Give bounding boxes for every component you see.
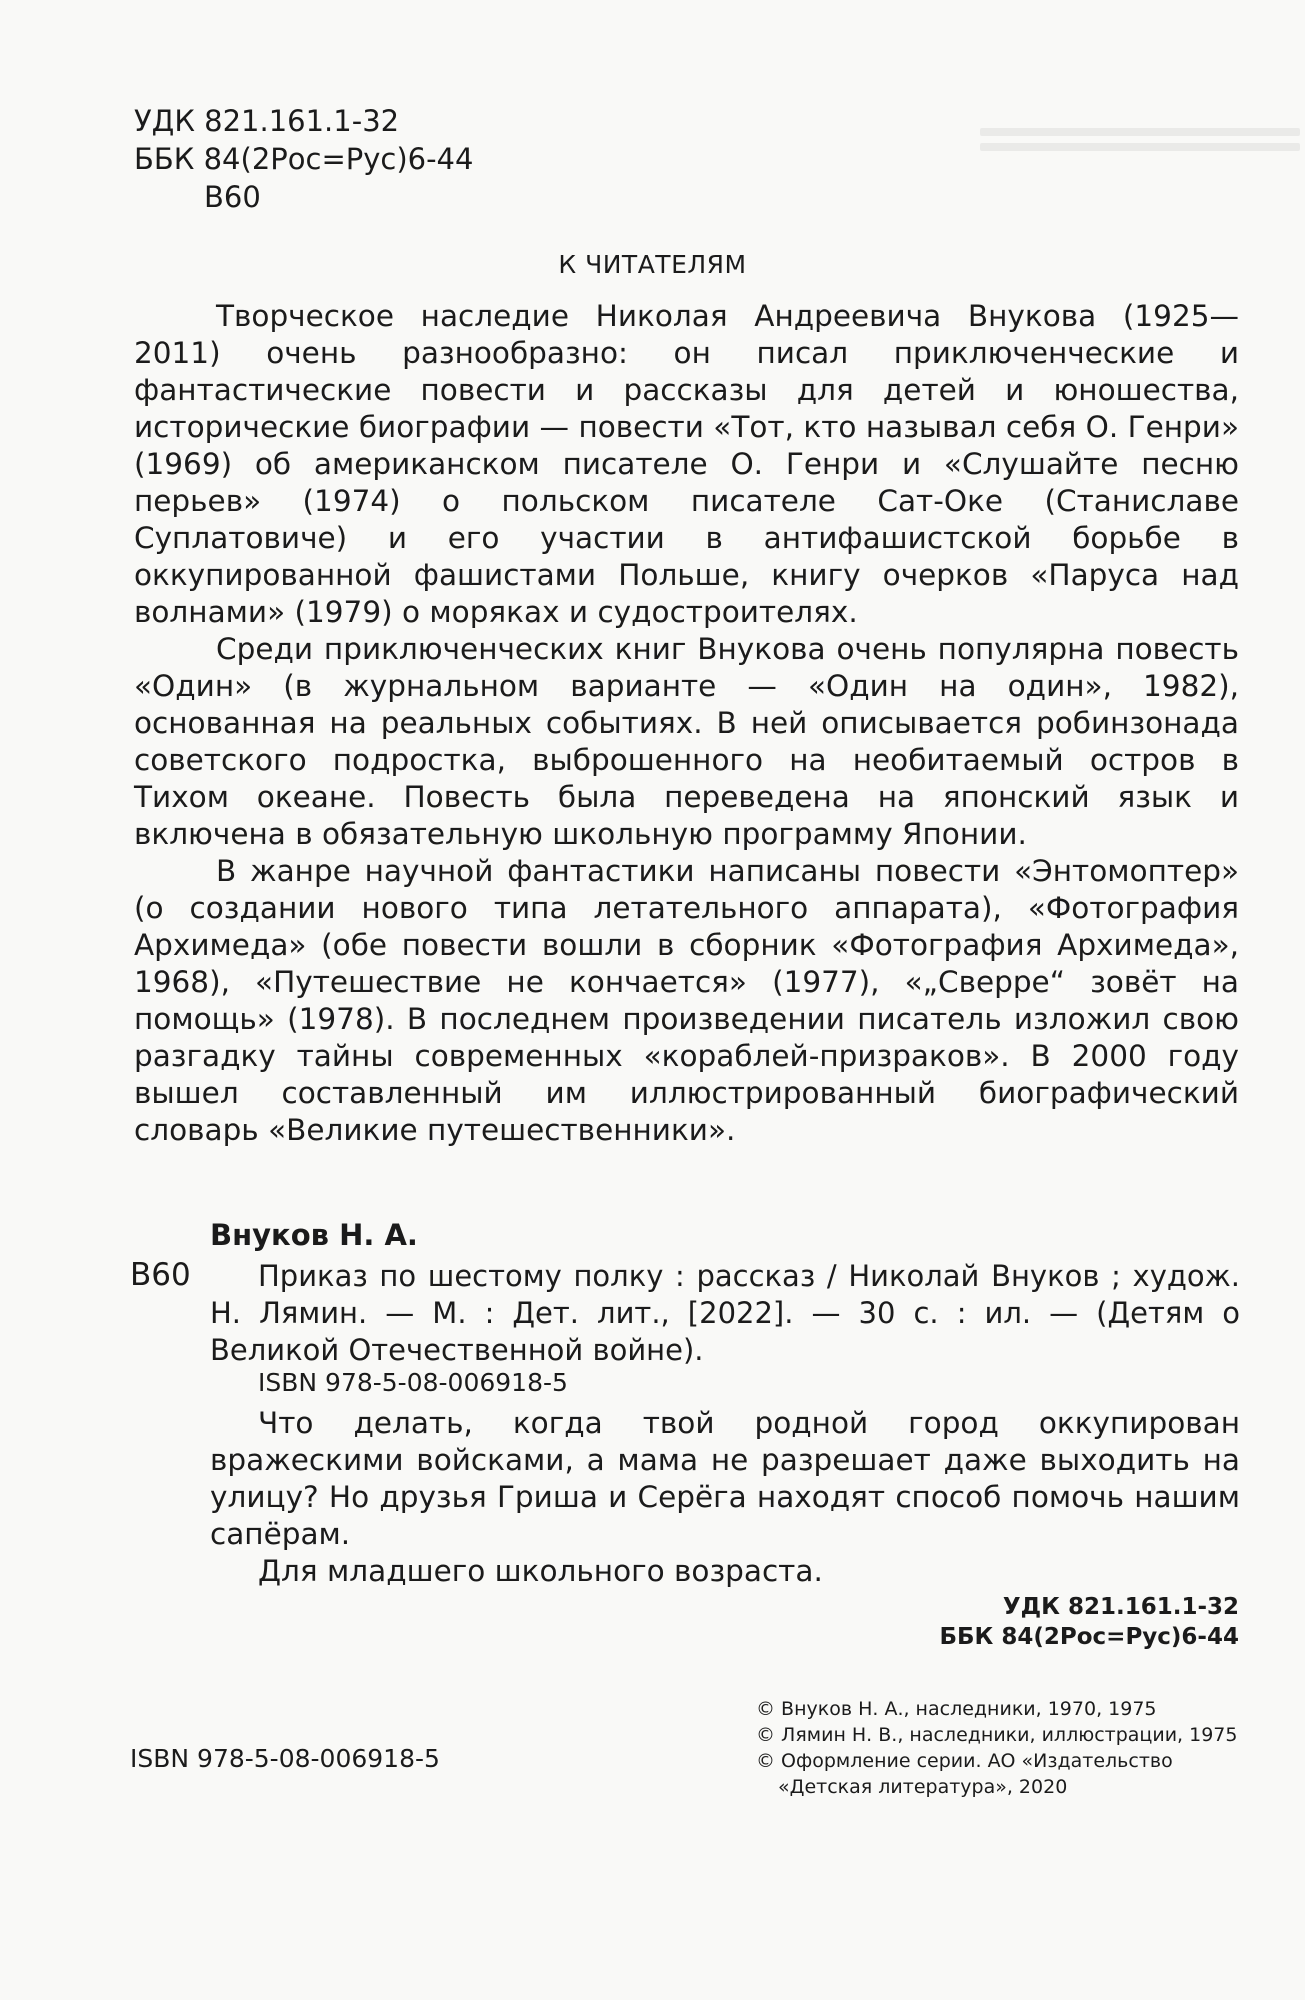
intro-paragraph: Творческое наследие Николая Андреевича Внукова (1925—2011) очень разнообразно: он писал приключенческие и фантастические повести и рассказы для детей и юношества, исторические биографии — повести «Тот, кто называл себя О. Генри» (1969) об американском писателе О. Генри и «Слушайте песню перьев» (1974) о польском писателе Сат-Оке (Станиславе Суплатовиче) и его участии в антифашистской борьбе в оккупированной фашистами Польше, книгу очерков «Паруса над волнами» (1979) о моряках и судостроителях. [134,299,1239,629]
annotation-text: Что делать, когда твой родной город оккупирован вражескими войсками, а мама не разрешает даже выходить на улицу? Но друзья Гриша и Серёга находят способ помочь нашим сапёрам. [210,1406,1240,1551]
bbk-code: ББК 84(2Рос=Рус)6-44 [134,142,474,176]
record-isbn: ISBN 978-5-08-006918-5 [258,1368,568,1397]
record-index: В60 [130,1257,191,1293]
copyright-line: © Оформление серии. АО «Издательство «Детская литература», 2020 [756,1750,1173,1798]
annotation [210,1405,1240,1590]
description-text: Приказ по шестому полку : рассказ / Николай Внуков ; худож. Н. Лямин. — М. : Дет. лит., [2022]. — 30 с. : ил. — (Детям о Великой Отечественной войне). [210,1259,1240,1367]
record-author: Внуков Н. А. [210,1218,418,1252]
author-index: В60 [204,180,261,214]
intro-paragraph: В жанре научной фантастики написаны повести «Энтомоптер» (о создании нового типа летательного аппарата), «Фотография Архимеда» (обе повести вошли в сборник «Фотография Архимеда», 1968), «Путешествие не кончается» (1977), «„Сверре“ зовёт на помощь» (1978). В последнем произведении писатель изложил свою разгадку тайны современных «кораблей-призраков». В 2000 году вышел составленный им иллюстрированный биографический словарь «Великие путешественники». [134,854,1239,1147]
classification-codes-top [134,102,473,216]
isbn-bottom: ISBN 978-5-08-006918-5 [130,1744,440,1773]
copyright-line: © Лямин Н. В., наследники, иллюстрации, 1975 [756,1724,1238,1746]
facing-page-bleed [980,128,1300,164]
copyright-line: © Внуков Н. А., наследники, 1970, 1975 [756,1698,1157,1720]
bibliographic-description [210,1258,1240,1369]
udk-code: УДК 821.161.1-32 [134,104,400,138]
section-heading: К ЧИТАТЕЛЯМ [558,250,747,279]
classification-codes-bottom [939,1592,1239,1652]
readers-note [134,298,1239,1149]
age-rating: Для младшего школьного возраста. [258,1554,823,1588]
udk-code: УДК 821.161.1-32 [1002,1594,1239,1620]
bbk-code: ББК 84(2Рос=Рус)6-44 [939,1624,1239,1650]
copyright-block [756,1696,1246,1800]
intro-paragraph: Среди приключенческих книг Внукова очень популярна повесть «Один» (в журнальном варианте — «Один на один», 1982), основанная на реальных событиях. В ней описывается робинзонада советского подростка, выброшенного на необитаемый остров в Тихом океане. Повесть была переведена на японский язык и включена в обязательную школьную программу Японии. [134,632,1239,851]
